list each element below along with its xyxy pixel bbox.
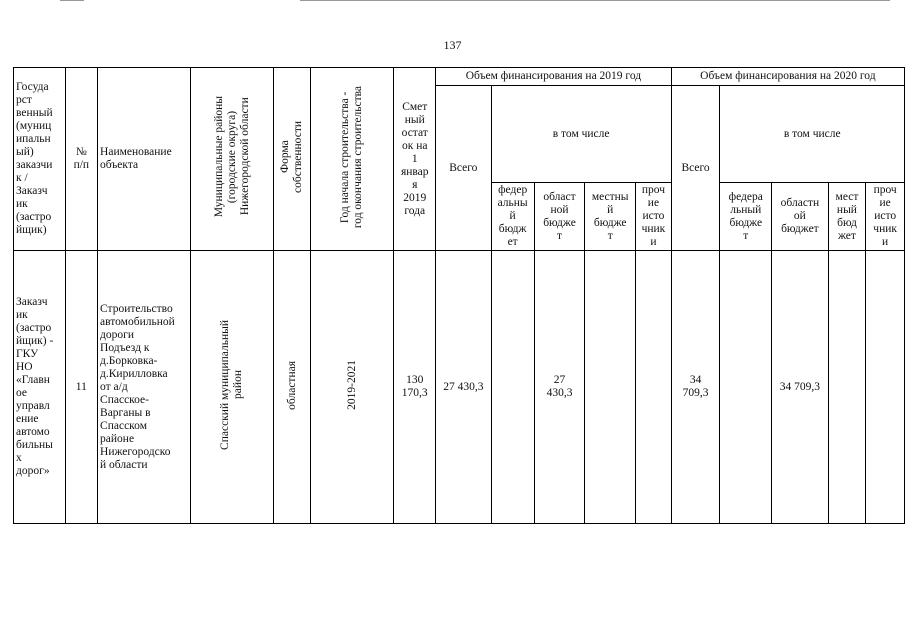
- cell-object-name: Строительство автомобильной дороги Подъезд к д.Борковка- д.Кирилловка от а/д Спасское- Варганы в Спасском районе Нижегородско й области: [98, 251, 191, 524]
- header-including-2020: в том числе: [720, 86, 905, 183]
- header-federal-2020: федера льный бюдже т: [720, 183, 772, 251]
- cell-other-2020: [866, 251, 905, 524]
- cell-federal-2020: [720, 251, 772, 524]
- header-other-2019: проч ие исто чник и: [636, 183, 672, 251]
- cell-other-2019: [636, 251, 672, 524]
- table-row: [14, 251, 905, 524]
- cell-district: Спасский муниципальный район: [219, 320, 245, 450]
- header-customer: Госуда рст венный (муниц ипальн ый) заказчи к / Заказч ик (застро йщик): [14, 68, 66, 251]
- cell-local-2020: [828, 251, 866, 524]
- header-estimated-remainder: Смет ный остат ок на 1 январ я 2019 года: [394, 68, 436, 251]
- header-total-2019: Всего: [436, 86, 491, 251]
- header-other-2020: проч ие исто чник и: [866, 183, 905, 251]
- cell-total-2019: 27 430,3: [436, 251, 491, 524]
- header-including-2019: в том числе: [491, 86, 671, 183]
- header-financing-2020: Объем финансирования на 2020 год: [671, 68, 904, 86]
- header-regional-2020: областн ой бюджет: [772, 183, 829, 251]
- page-number: 137: [443, 38, 462, 52]
- header-object-name: Наименование объекта: [98, 68, 191, 251]
- header-number: № п/п: [65, 68, 97, 251]
- cell-ownership: областная: [285, 360, 298, 410]
- header-local-2019: местны й бюдже т: [585, 183, 636, 251]
- cell-total-2020: 34 709,3: [671, 251, 720, 524]
- scan-top-line: [300, 0, 890, 1]
- cell-number: 11: [65, 251, 97, 524]
- header-federal-2019: федер альны й бюдж ет: [491, 183, 534, 251]
- header-ownership: Форма собственности: [279, 121, 305, 193]
- cell-regional-2020: 34 709,3: [772, 251, 829, 524]
- cell-federal-2019: [491, 251, 534, 524]
- cell-regional-2019: 27 430,3: [534, 251, 585, 524]
- scan-top-line: [60, 0, 84, 1]
- financing-table: [13, 67, 905, 524]
- header-years: Год начала строительства - год окончания строительства: [339, 85, 365, 229]
- header-districts: Муниципальные районы (городские округа) Нижегородской области: [212, 96, 251, 218]
- cell-estimated-remainder: 130 170,3: [394, 251, 436, 524]
- cell-local-2019: [585, 251, 636, 524]
- header-regional-2019: област ной бюдже т: [534, 183, 585, 251]
- header-financing-2019: Объем финансирования на 2019 год: [436, 68, 672, 86]
- cell-years: 2019-2021: [345, 360, 358, 410]
- header-total-2020: Всего: [671, 86, 720, 251]
- cell-customer: Заказч ик (застро йщик) - ГКУ НО «Главн ое управл ение автомо бильны х дорог»: [14, 251, 66, 524]
- header-local-2020: мест ный бюд жет: [828, 183, 866, 251]
